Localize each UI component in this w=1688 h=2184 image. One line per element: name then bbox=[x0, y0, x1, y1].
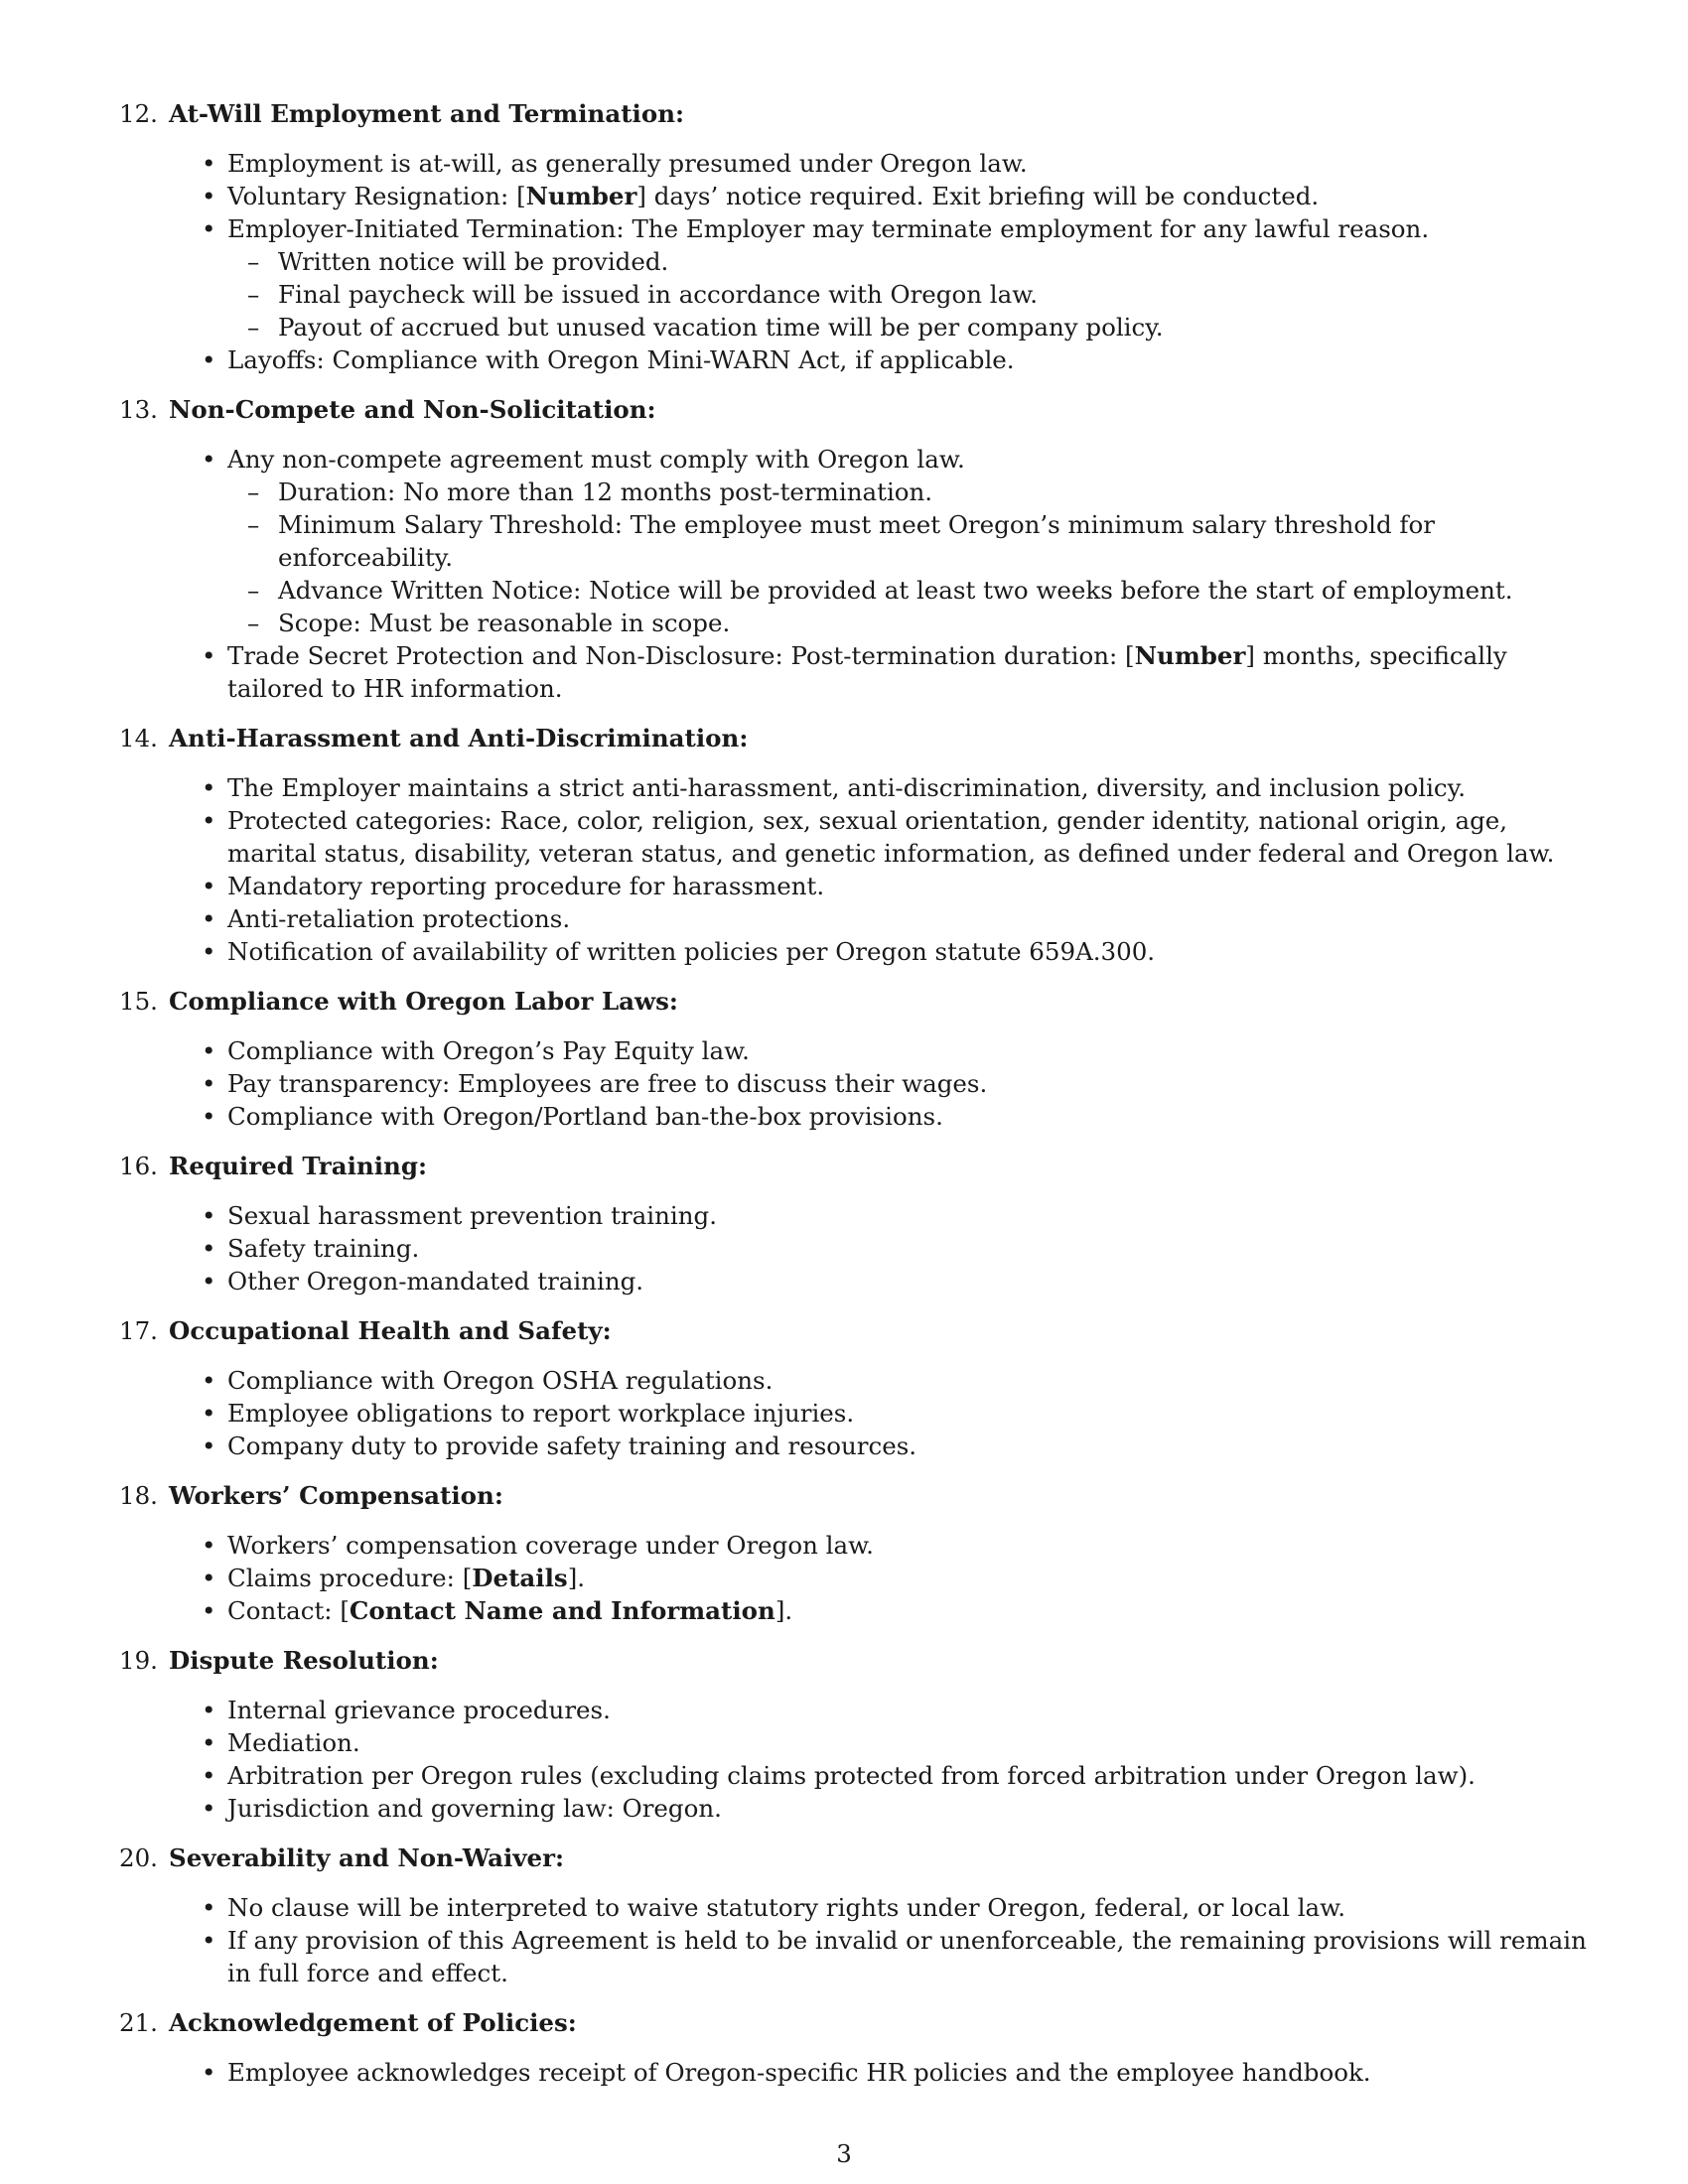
list-item bbox=[119, 212, 1589, 343]
sub-list-item: – Final paycheck will be issued in accordance with Oregon law. bbox=[227, 278, 1589, 311]
page-number: 3 bbox=[836, 2139, 852, 2168]
section-number: 21. bbox=[119, 2008, 158, 2037]
section-15 bbox=[119, 985, 1589, 1133]
section-title: Anti-Harassment and Anti-Discrimination: bbox=[169, 724, 749, 752]
item-text: Employee obligations to report workplace injuries. bbox=[227, 1399, 855, 1428]
item-text: The Employer maintains a strict anti-harassment, anti-discrimination, diversity, and inclusion policy. bbox=[227, 773, 1467, 802]
item-text: Any non-compete agreement must comply with Oregon law. bbox=[227, 445, 965, 474]
section-number: 20. bbox=[119, 1843, 158, 1872]
bullet-list bbox=[119, 1034, 1589, 1133]
section-heading bbox=[119, 985, 1589, 1018]
section-title: Occupational Health and Safety: bbox=[169, 1316, 612, 1345]
placeholder-text: Number bbox=[525, 182, 637, 210]
placeholder-text: Contact Name and Information bbox=[349, 1596, 775, 1625]
item-text: ]. bbox=[567, 1564, 586, 1592]
list-item bbox=[119, 1397, 1589, 1430]
section-13 bbox=[119, 393, 1589, 705]
section-title: Severability and Non-Waiver: bbox=[169, 1843, 565, 1872]
section-21 bbox=[119, 2006, 1589, 2089]
section-title: Non-Compete and Non-Solicitation: bbox=[169, 395, 656, 424]
list-item bbox=[119, 771, 1589, 804]
sub-list-item: – Duration: No more than 12 months post-termination. bbox=[227, 476, 1589, 508]
bullet-list bbox=[119, 2056, 1589, 2089]
list-item bbox=[119, 804, 1589, 870]
item-text: ] days’ notice required. Exit briefing will be conducted. bbox=[636, 182, 1320, 210]
section-heading bbox=[119, 97, 1589, 130]
placeholder-text: Details bbox=[472, 1564, 568, 1592]
list-item bbox=[119, 1694, 1589, 1726]
item-text: Pay transparency: Employees are free to discuss their wages. bbox=[227, 1069, 988, 1098]
list-item bbox=[119, 935, 1589, 968]
list-item bbox=[119, 1529, 1589, 1562]
section-heading bbox=[119, 1644, 1589, 1677]
section-heading bbox=[119, 2006, 1589, 2039]
section-title: Acknowledgement of Policies: bbox=[169, 2008, 577, 2037]
bullet-list bbox=[119, 1529, 1589, 1627]
item-text: Workers’ compensation coverage under Oregon law. bbox=[227, 1531, 874, 1560]
list-item bbox=[119, 1232, 1589, 1265]
item-text: Anti-retaliation protections. bbox=[227, 904, 571, 933]
bullet-list bbox=[119, 1199, 1589, 1297]
item-text: [ bbox=[516, 182, 526, 210]
item-text: Protected categories: Race, color, religion, sex, sexual orientation, gender identity, national origin, age, marital status, disability, veteran status, and genetic information, as defined under federal and Oregon law. bbox=[227, 806, 1555, 868]
section-heading bbox=[119, 393, 1589, 426]
item-text: Mediation. bbox=[227, 1728, 360, 1757]
list-item bbox=[119, 2056, 1589, 2089]
item-text: Jurisdiction and governing law: Oregon. bbox=[227, 1794, 722, 1823]
item-text: ] months, specifically tailored to HR information. bbox=[227, 641, 1507, 703]
item-text: ]. bbox=[774, 1596, 793, 1625]
section-title: Required Training: bbox=[169, 1152, 428, 1180]
list-item bbox=[119, 180, 1589, 212]
section-14 bbox=[119, 722, 1589, 968]
list-item bbox=[119, 1265, 1589, 1297]
item-text: Compliance with Oregon/Portland ban-the-box provisions. bbox=[227, 1102, 943, 1131]
bullet-list bbox=[119, 1891, 1589, 1989]
item-text: Notification of availability of written policies per Oregon statute 659A.300. bbox=[227, 937, 1156, 966]
section-19 bbox=[119, 1644, 1589, 1825]
bullet-list bbox=[119, 771, 1589, 968]
section-number: 18. bbox=[119, 1481, 158, 1510]
list-item bbox=[119, 147, 1589, 180]
sub-list-item: – Payout of accrued but unused vacation time will be per company policy. bbox=[227, 311, 1589, 343]
section-heading bbox=[119, 1314, 1589, 1347]
sub-list bbox=[227, 245, 1589, 343]
section-number: 12. bbox=[119, 99, 158, 128]
item-text: Employer-Initiated Termination: The Employer may terminate employment for any lawful reason. bbox=[227, 214, 1430, 243]
sub-list-item: – Written notice will be provided. bbox=[227, 245, 1589, 278]
section-18 bbox=[119, 1479, 1589, 1627]
item-text: Sexual harassment prevention training. bbox=[227, 1201, 717, 1230]
item-text: Compliance with Oregon’s Pay Equity law. bbox=[227, 1036, 750, 1065]
item-text: No clause will be interpreted to waive statutory rights under Oregon, federal, or local law. bbox=[227, 1893, 1346, 1922]
list-item bbox=[119, 443, 1589, 639]
section-heading bbox=[119, 1150, 1589, 1182]
item-text: Compliance with Oregon OSHA regulations. bbox=[227, 1366, 774, 1395]
document-body bbox=[119, 97, 1589, 2106]
item-text: Safety training. bbox=[227, 1234, 420, 1263]
section-number: 19. bbox=[119, 1646, 158, 1675]
sub-list-item: – Advance Written Notice: Notice will be provided at least two weeks before the start of employment. bbox=[227, 574, 1589, 607]
item-text: Trade Secret Protection and Non-Disclosure: Post-termination duration: [ bbox=[227, 641, 1135, 670]
item-text: Employment is at-will, as generally presumed under Oregon law. bbox=[227, 149, 1028, 178]
section-heading bbox=[119, 1842, 1589, 1874]
section-heading bbox=[119, 1479, 1589, 1512]
sub-list-item: – Minimum Salary Threshold: The employee must meet Oregon’s minimum salary threshold for enforceability. bbox=[227, 508, 1589, 574]
list-item bbox=[119, 1891, 1589, 1924]
section-17 bbox=[119, 1314, 1589, 1462]
list-item bbox=[119, 870, 1589, 902]
bullet-list bbox=[119, 147, 1589, 376]
item-text: Voluntary Resignation: bbox=[227, 182, 517, 210]
section-title: Workers’ Compensation: bbox=[169, 1481, 503, 1510]
item-text: Employee acknowledges receipt of Oregon-specific HR policies and the employee handbook. bbox=[227, 2058, 1371, 2087]
item-text: Other Oregon-mandated training. bbox=[227, 1267, 644, 1296]
list-item bbox=[119, 343, 1589, 376]
list-item bbox=[119, 1562, 1589, 1594]
bullet-list bbox=[119, 443, 1589, 705]
item-text: Contact: [ bbox=[227, 1596, 350, 1625]
list-item bbox=[119, 1759, 1589, 1792]
section-title: At-Will Employment and Termination: bbox=[169, 99, 685, 128]
item-text: Layoffs: Compliance with Oregon Mini-WARN Act, if applicable. bbox=[227, 345, 1015, 374]
section-number: 15. bbox=[119, 987, 158, 1016]
list-item bbox=[119, 1034, 1589, 1067]
list-item bbox=[119, 1199, 1589, 1232]
list-item bbox=[119, 1100, 1589, 1133]
section-number: 16. bbox=[119, 1152, 158, 1180]
list-item bbox=[119, 1594, 1589, 1627]
list-item bbox=[119, 639, 1589, 705]
list-item bbox=[119, 1924, 1589, 1989]
list-item bbox=[119, 1792, 1589, 1825]
section-12 bbox=[119, 97, 1589, 376]
section-number: 13. bbox=[119, 395, 158, 424]
item-text: Mandatory reporting procedure for harassment. bbox=[227, 872, 825, 900]
sub-list bbox=[227, 476, 1589, 639]
item-text: If any provision of this Agreement is held to be invalid or unenforceable, the remaining provisions will remain in full force and effect. bbox=[227, 1926, 1587, 1987]
section-number: 17. bbox=[119, 1316, 158, 1345]
sub-list-item: – Scope: Must be reasonable in scope. bbox=[227, 607, 1589, 639]
bullet-list bbox=[119, 1694, 1589, 1825]
section-title: Compliance with Oregon Labor Laws: bbox=[169, 987, 678, 1016]
list-item bbox=[119, 1364, 1589, 1397]
list-item bbox=[119, 1067, 1589, 1100]
section-heading bbox=[119, 722, 1589, 754]
section-title: Dispute Resolution: bbox=[169, 1646, 439, 1675]
item-text: Company duty to provide safety training and resources. bbox=[227, 1432, 917, 1460]
bullet-list bbox=[119, 1364, 1589, 1462]
list-item bbox=[119, 902, 1589, 935]
section-16 bbox=[119, 1150, 1589, 1297]
item-text: Claims procedure: [ bbox=[227, 1564, 473, 1592]
list-item bbox=[119, 1726, 1589, 1759]
list-item bbox=[119, 1430, 1589, 1462]
item-text: Arbitration per Oregon rules (excluding claims protected from forced arbitration under Oregon law). bbox=[227, 1761, 1476, 1790]
placeholder-text: Number bbox=[1134, 641, 1246, 670]
item-text: Internal grievance procedures. bbox=[227, 1696, 611, 1724]
section-number: 14. bbox=[119, 724, 158, 752]
section-20 bbox=[119, 1842, 1589, 1989]
